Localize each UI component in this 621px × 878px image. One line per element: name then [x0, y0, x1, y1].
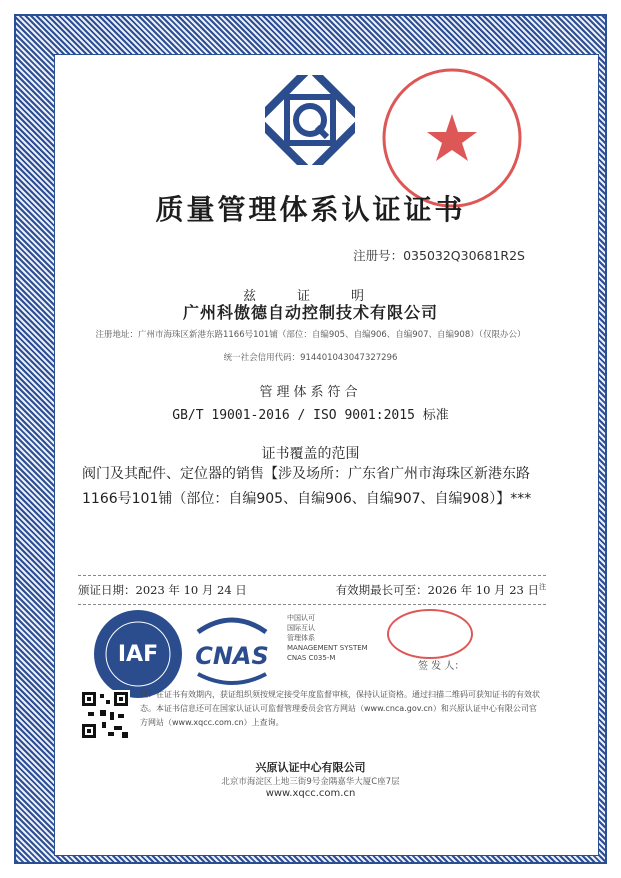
mra-line: 中国认可	[287, 614, 315, 622]
notice-text: 注：在证书有效期内，获证组织须按规定接受年度监督审核，保持认证资格。通过扫描二维码可获知证书的有效状态。本证书信息还可在国家认证认可监督管理委员会官方网站（www.cnca.gov.cn）和兴原认证中心有限公司官方网站（www.xqcc.com.cn）上查询。	[140, 690, 540, 727]
scope-text: 阀门及其配件、定位器的销售【涉及场所：广东省广州市海珠区新港东路1166号101铺（部位：自编905、自编906、自编907、自编908）】***	[82, 466, 532, 507]
cnas-logo-icon	[188, 612, 276, 692]
dates-row	[78, 575, 546, 605]
mra-text	[287, 613, 368, 663]
valid-until: 有效期最长可至：2026 年 10 月 23 日$^注$	[335, 583, 546, 597]
certificate-title: 质量管理体系认证证书	[155, 193, 466, 226]
mra-line: 国际互认	[287, 624, 315, 632]
signer-label: 签 发 人：	[418, 661, 465, 672]
issuer-name: 兴原认证中心有限公司	[255, 761, 366, 774]
issuer-website: www.xqcc.com.cn	[265, 788, 356, 799]
registration-number	[353, 246, 525, 264]
mra-line: CNAS C035-M	[287, 654, 336, 662]
credit-code: 统一社会信用代码：914401043047327296	[223, 353, 398, 363]
issuer-address: 北京市海淀区上地三街9号金隅嘉华大厦C座7层	[221, 777, 400, 787]
qr-code-icon	[80, 690, 130, 740]
certify-intro: 兹 证 明	[242, 289, 378, 304]
cnas-text: CNAS	[195, 642, 269, 670]
registration-label: 注册号：	[353, 248, 404, 263]
iaf-logo-icon	[92, 608, 184, 700]
registered-address: 注册地址：广州市海珠区新港东路1166号101铺（部位：自编905、自编906、自编907、自编908）（仅限办公）	[95, 330, 526, 340]
certification-logo-icon	[265, 75, 355, 165]
mra-line: MANAGEMENT SYSTEM	[287, 644, 368, 652]
mra-line: 管理体系	[287, 634, 315, 642]
conform-label: 管理体系符合	[259, 385, 362, 400]
standard: GB/T 19001-2016 / ISO 9001:2015 标准	[172, 408, 449, 423]
iaf-text: IAF	[117, 642, 159, 667]
issue-date: 颁证日期：2023 年 10 月 24 日	[78, 583, 247, 597]
scope-title: 证书覆盖的范围	[261, 446, 360, 462]
registration-value: 035032Q30681R2S	[403, 248, 525, 263]
valid-note: 注	[539, 583, 546, 592]
company-name: 广州科傲德自动控制技术有限公司	[182, 303, 438, 322]
certification-stamp-icon	[386, 608, 474, 660]
